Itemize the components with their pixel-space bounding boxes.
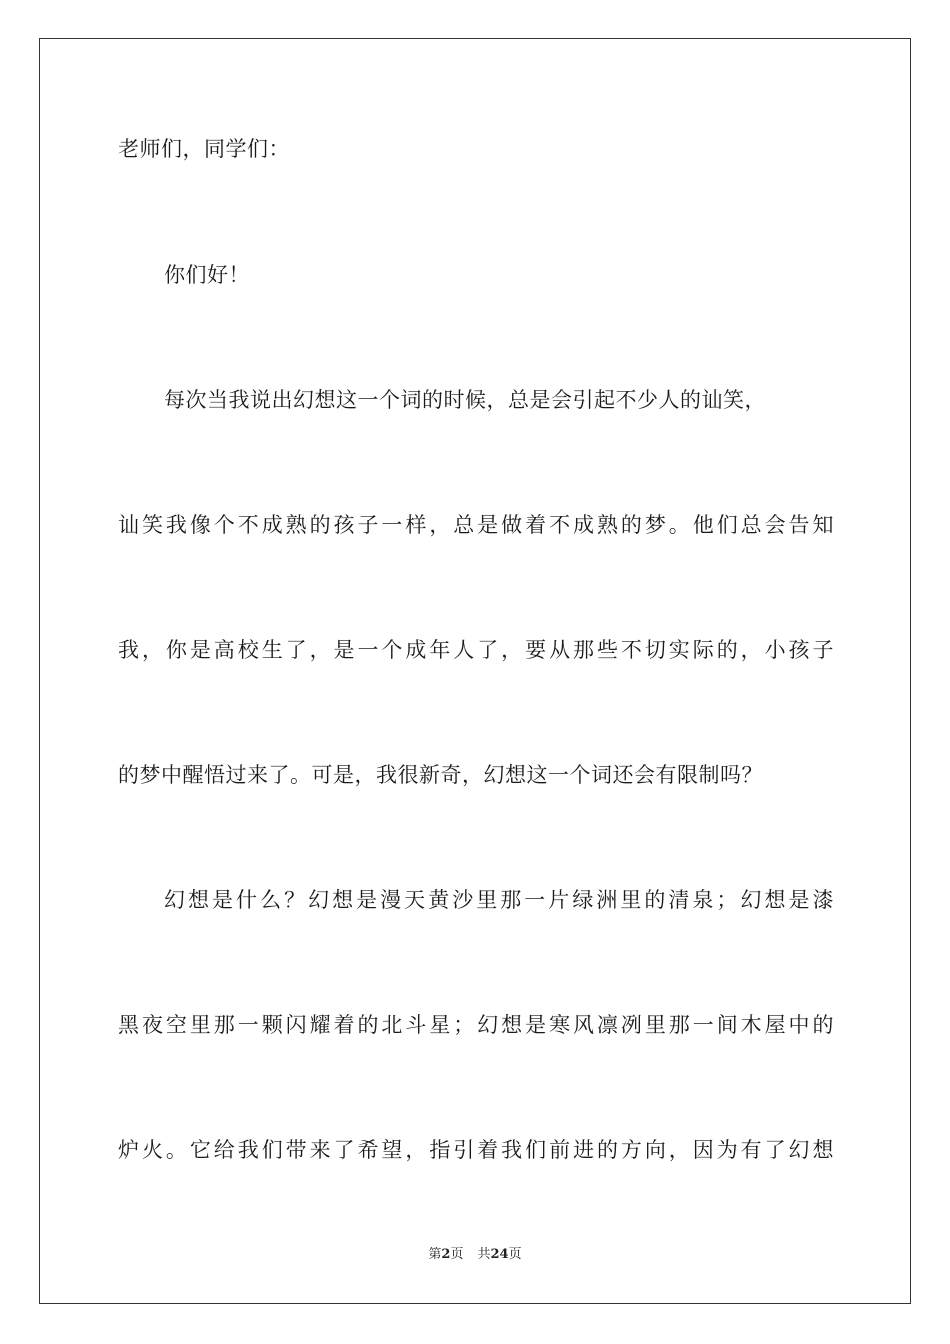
page-border xyxy=(39,38,911,1304)
footer-total-suffix: 页 xyxy=(508,1247,522,1262)
footer-total-prefix: 共 xyxy=(477,1247,491,1262)
footer-page-prefix: 第 xyxy=(428,1247,442,1262)
footer-page-suffix: 页 xyxy=(450,1247,464,1262)
footer-total-number: 24 xyxy=(490,1247,509,1262)
page-footer xyxy=(0,1246,950,1264)
paragraph-1-line-3: 我，你是高校生了，是一个成年人了，要从那些不切实际的，小孩子 xyxy=(118,638,834,662)
greeting-line: 你们好！ xyxy=(164,263,250,287)
paragraph-2-line-1: 幻想是什么？幻想是漫天黄沙里那一片绿洲里的清泉；幻想是漆 xyxy=(164,888,834,912)
paragraph-1-line-4: 的梦中醒悟过来了。可是，我很新奇，幻想这一个词还会有限制吗？ xyxy=(118,763,763,787)
salutation-line: 老师们，同学们： xyxy=(118,137,290,161)
paragraph-1-line-1: 每次当我说出幻想这一个词的时候，总是会引起不少人的讪笑， xyxy=(164,388,766,412)
paragraph-2-line-2: 黑夜空里那一颗闪耀着的北斗星；幻想是寒风凛冽里那一间木屋中的 xyxy=(118,1013,834,1037)
paragraph-2-line-3: 炉火。它给我们带来了希望，指引着我们前进的方向，因为有了幻想 xyxy=(118,1138,834,1162)
footer-page-number: 2 xyxy=(441,1247,451,1262)
paragraph-1-line-2: 讪笑我像个不成熟的孩子一样，总是做着不成熟的梦。他们总会告知 xyxy=(118,513,834,537)
